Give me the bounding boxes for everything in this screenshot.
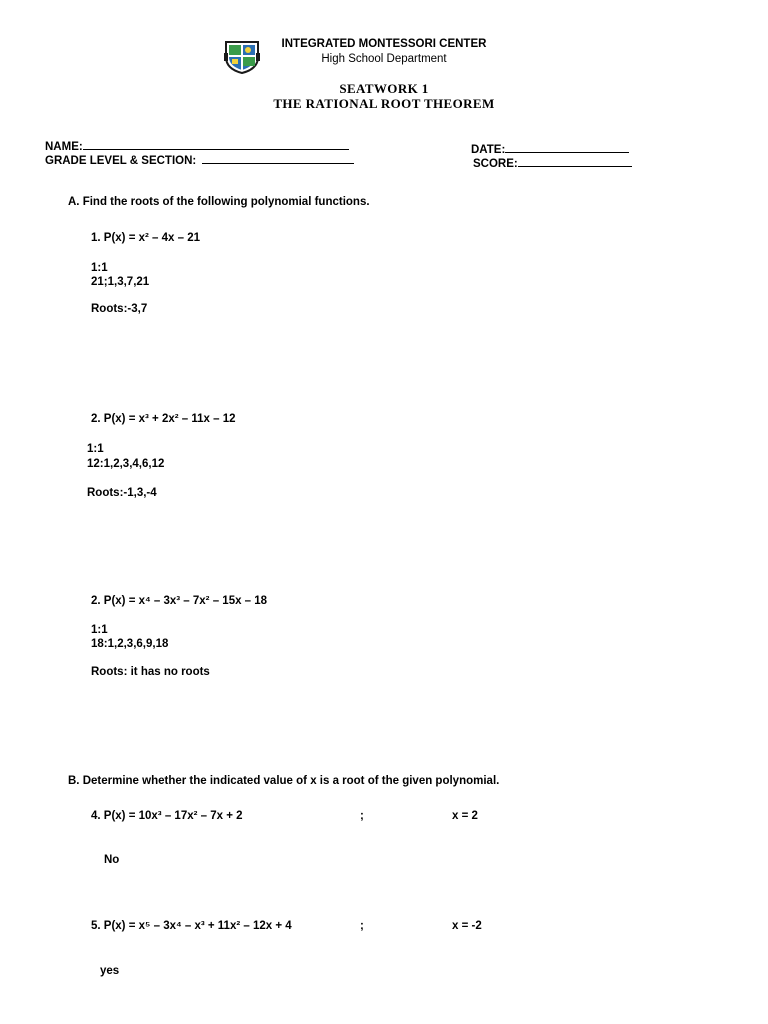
name-field [45,138,349,153]
problem-3-line1: 1:1 [91,624,108,636]
name-label: NAME: [45,141,83,153]
problem-3: 2. P(x) = x⁴ – 3x³ – 7x² – 15x – 18 [91,595,268,607]
section-b-instruction: B. Determine whether the indicated value of x is a root of the given polynomial. [68,775,500,787]
problem-2-line1: 1:1 [87,443,104,455]
score-label: SCORE: [473,158,518,170]
problem-4: 4. P(x) = 10x³ – 17x² – 7x + 2 [91,810,243,822]
problem-5-separator: ; [360,920,364,932]
problem-5-value: x = -2 [452,920,482,932]
department-name: High School Department [321,53,447,65]
school-name: INTEGRATED MONTESSORI CENTER [281,38,487,50]
problem-5: 5. P(x) = x⁵ – 3x⁴ – x³ + 11x² – 12x + 4 [91,920,292,932]
grade-blank[interactable] [202,152,354,164]
worksheet-title: SEATWORK 1 [339,81,429,96]
score-blank[interactable] [518,155,632,167]
name-blank[interactable] [83,138,349,150]
problem-3-roots: Roots: it has no roots [91,666,210,678]
date-blank[interactable] [505,141,629,153]
problem-4-separator: ; [360,810,364,822]
grade-field [45,152,354,167]
section-a-instruction: A. Find the roots of the following polynomial functions. [68,196,370,208]
problem-2-roots: Roots:-1,3,-4 [87,487,157,499]
problem-1-line2: 21;1,3,7,21 [91,276,150,288]
problem-2: 2. P(x) = x³ + 2x² – 11x – 12 [91,413,236,425]
problem-1-roots: Roots:-3,7 [91,303,148,315]
problem-4-answer: No [104,854,120,866]
problem-5-answer: yes [100,965,120,977]
date-field [471,141,629,156]
worksheet-subtitle: THE RATIONAL ROOT THEOREM [273,96,495,111]
problem-2-line2: 12:1,2,3,4,6,12 [87,458,165,470]
problem-1-line1: 1:1 [91,262,108,274]
score-field [473,155,632,170]
date-label: DATE: [471,144,506,156]
grade-label: GRADE LEVEL & SECTION: [45,155,197,167]
problem-3-line2: 18:1,2,3,6,9,18 [91,638,169,650]
problem-4-value: x = 2 [452,810,478,822]
problem-1: 1. P(x) = x² – 4x – 21 [91,232,200,244]
